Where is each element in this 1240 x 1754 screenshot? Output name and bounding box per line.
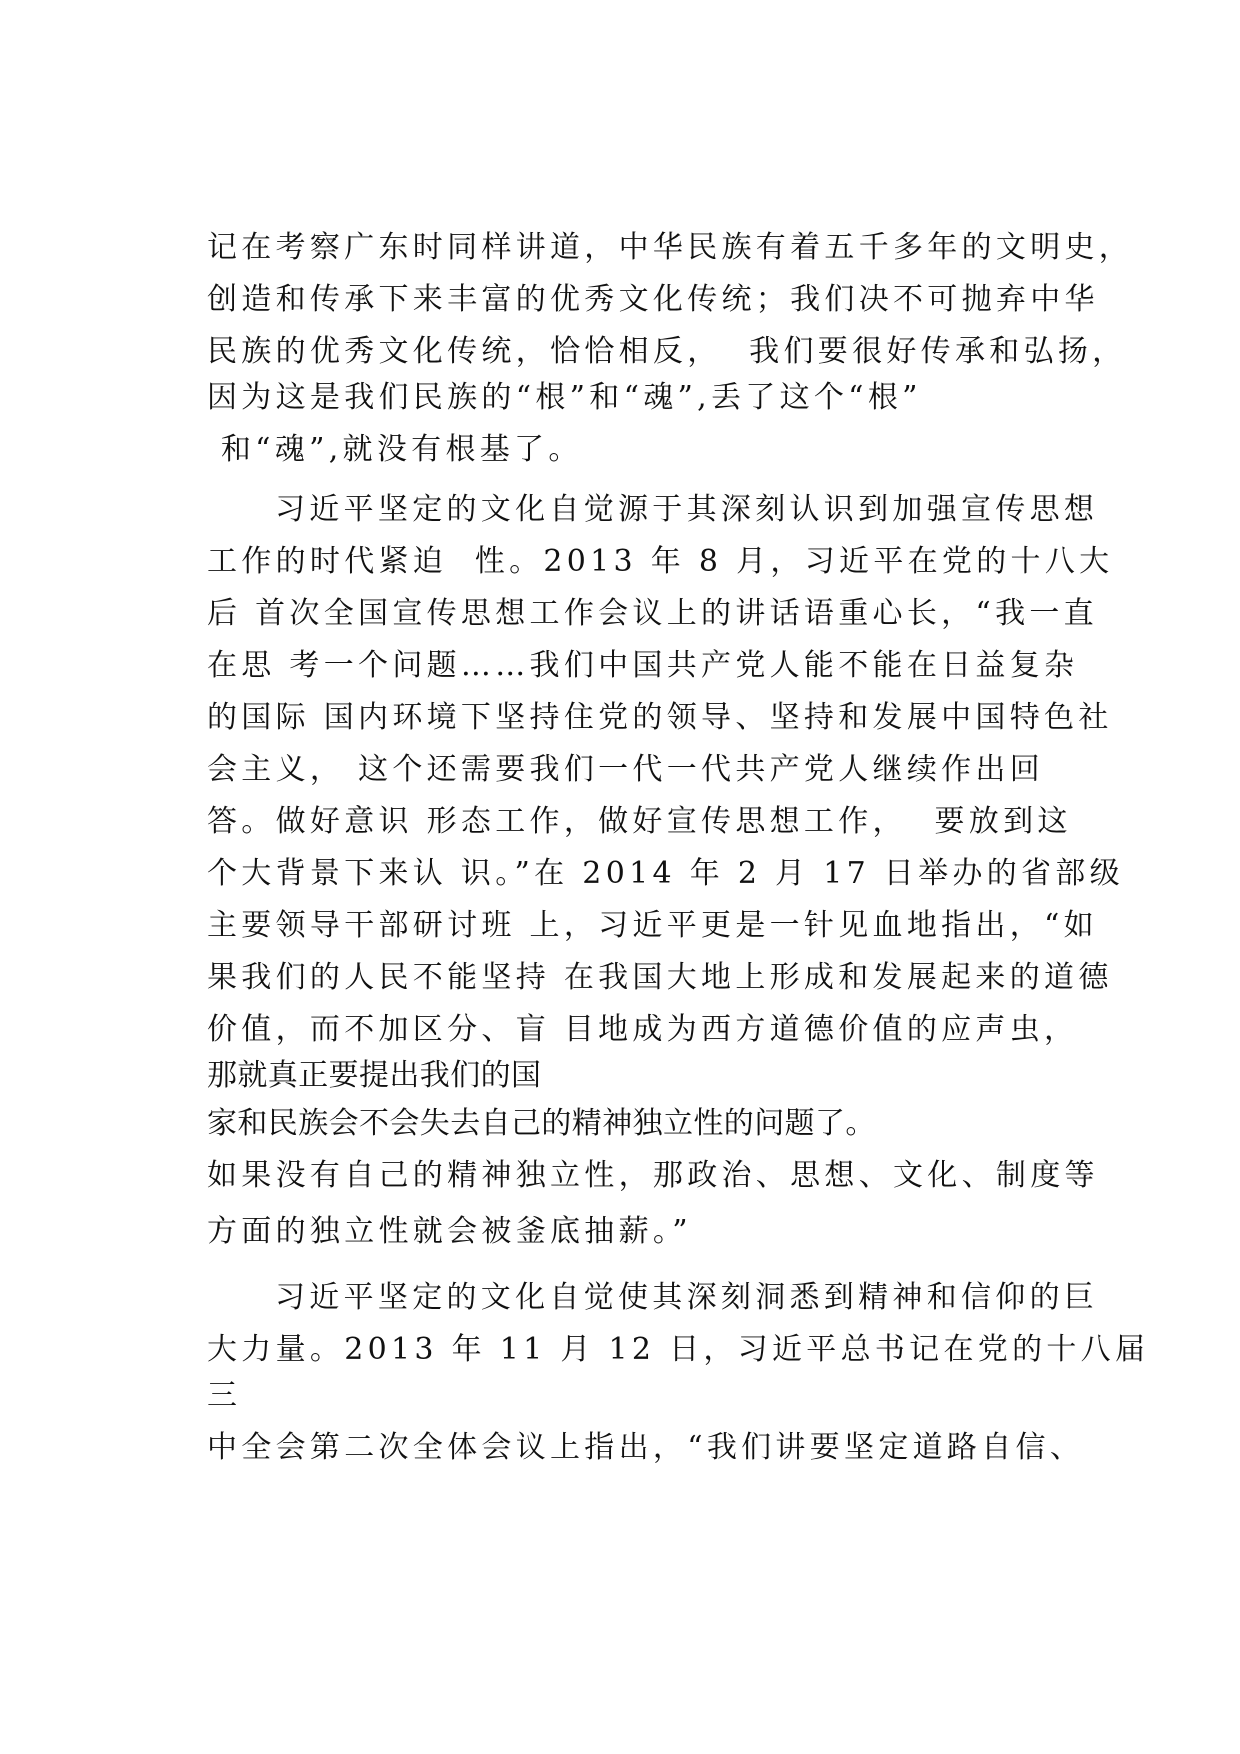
text-line: 创造和传承下来丰富的优秀文化传统；我们决不可抛弃中华 [207, 282, 1099, 317]
text-line: 和“魂”,就没有根基了。 [207, 432, 583, 467]
text-line: 个大背景下来认 识。”在 2014 年 2 月 17 日举办的省部级 [207, 856, 1124, 891]
text-line: 后 首次全国宣传思想工作会议上的讲话语重心长，“我一直 [207, 596, 1098, 631]
text-line: 记在考察广东时同样讲道，中华民族有着五千多年的文明史， [207, 230, 1134, 265]
text-line: 那就真正要提出我们的国 [207, 1058, 542, 1093]
text-line: 工作的时代紧迫 性。2013 年 8 月，习近平在党的十八大 [207, 544, 1114, 579]
text-line: 方面的独立性就会被釜底抽薪。” [207, 1214, 692, 1249]
paragraph-first-line: 习近平坚定的文化自觉源于其深刻认识到加强宣传思想 [275, 492, 1099, 527]
text-line: 家和民族会不会失去自己的精神独立性的问题了。 [207, 1106, 876, 1141]
text-line: 如果没有自己的精神独立性，那政治、思想、文化、制度等 [207, 1158, 1099, 1193]
text-line: 会主义， 这个还需要我们一代一代共产党人继续作出回 [207, 752, 1045, 787]
text-line: 价值，而不加区分、盲 目地成为西方道德价值的应声虫， [207, 1012, 1079, 1047]
text-line: 因为这是我们民族的“根”和“魂”,丢了这个“根” [207, 380, 922, 415]
text-line: 三 [207, 1378, 242, 1413]
text-line: 中全会第二次全体会议上指出，“我们讲要坚定道路自信、 [207, 1430, 1085, 1465]
text-line: 的国际 国内环境下坚持住党的领导、坚持和发展中国特色社 [207, 700, 1113, 735]
text-line: 民族的优秀文化传统，恰恰相反， 我们要很好传承和弘扬， [207, 334, 1127, 369]
text-line: 在思 考一个问题……我们中国共产党人能不能在日益复杂 [207, 648, 1079, 683]
text-line: 答。做好意识 形态工作，做好宣传思想工作， 要放到这 [207, 804, 1072, 839]
text-line: 果我们的人民不能坚持 在我国大地上形成和发展起来的道德 [207, 960, 1113, 995]
text-line: 大力量。2013 年 11 月 12 日，习近平总书记在党的十八届 [207, 1332, 1150, 1367]
text-line: 主要领导干部研讨班 上，习近平更是一针见血地指出，“如 [207, 908, 1098, 943]
paragraph-first-line: 习近平坚定的文化自觉使其深刻洞悉到精神和信仰的巨 [275, 1280, 1099, 1315]
